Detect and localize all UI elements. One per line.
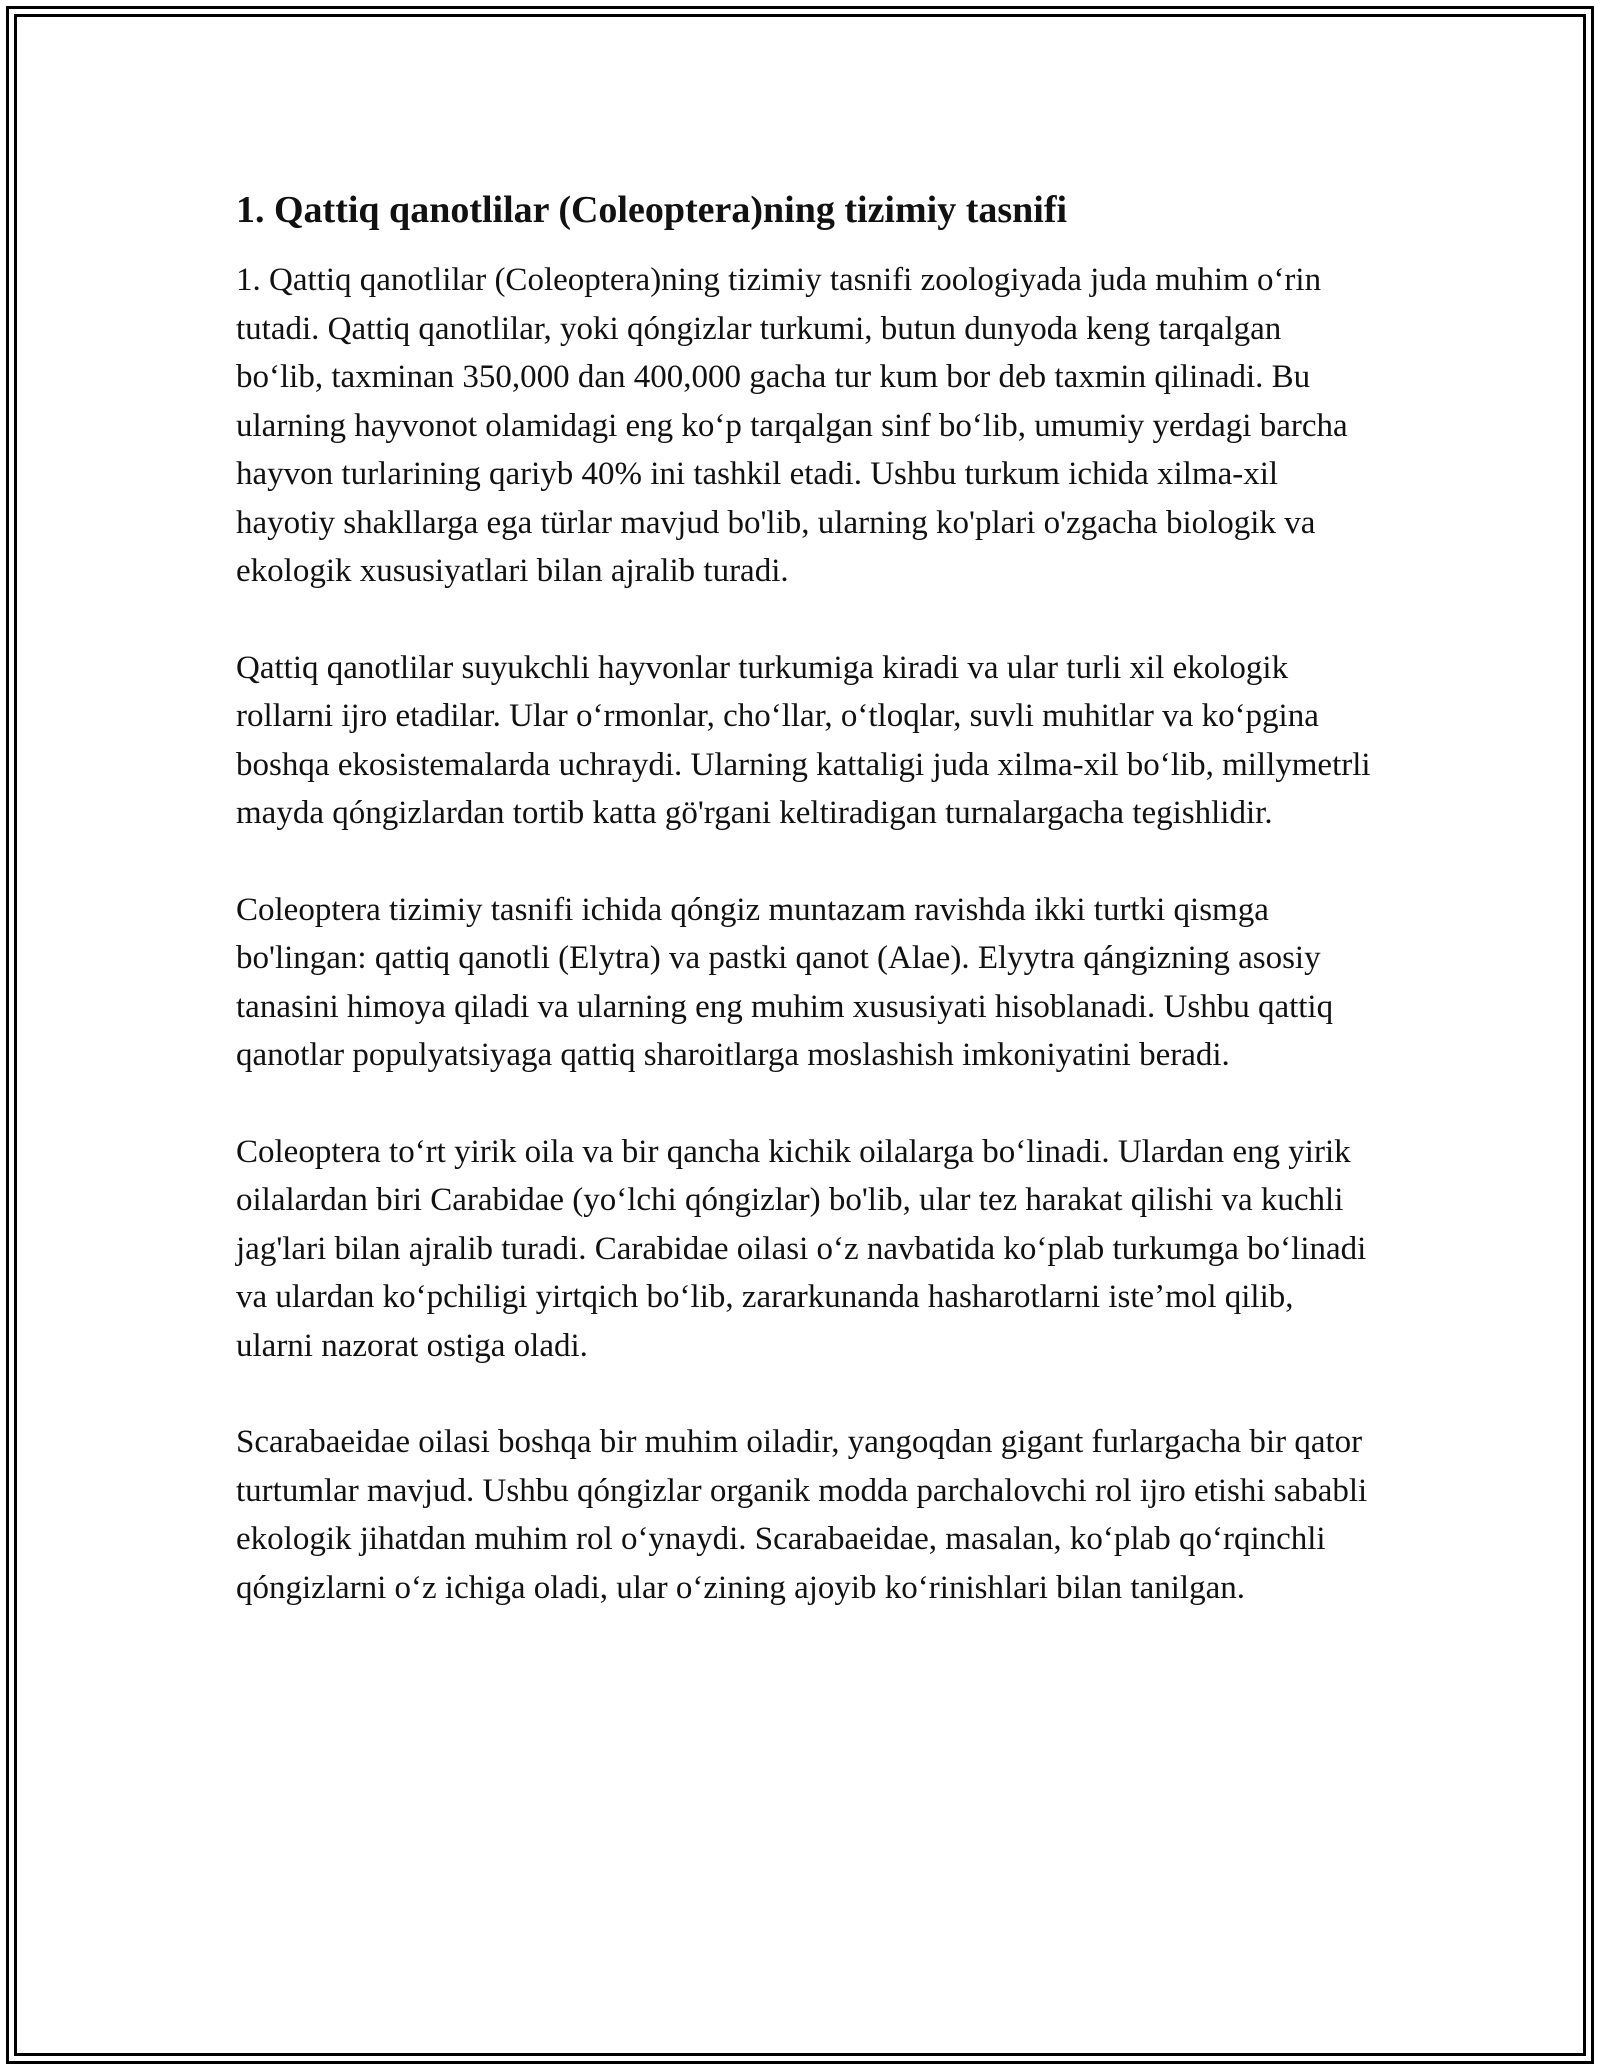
paragraph-3: Coleoptera tizimiy tasnifi ichida qóngiz muntazam ravishda ikki turtki qismga bo'lingan: qattiq qanotli (Elytra) va pastki qanot (Alae). Elyytra qángizning asosiy tanasini himoya qiladi va ularning eng muhim xususiyati hisoblanadi. Ushbu qattiq qanotlar populyatsiyaga qattiq sharoitlarga moslashish imkoniyatini beradi. — [236, 891, 1334, 1073]
paragraph-2: Qattiq qanotlilar suyukchli hayvonlar turkumiga kiradi va ular turli xil ekologik rollarni ijro etadilar. Ular oʻrmonlar, choʻllar, oʻtloqlar, suvli muhitlar va koʻpgina boshqa ekosistemalarda uchraydi. Ularning kattaligi juda xilma-xil boʻlib, millymetrli mayda qóngizlardan tortib katta gö'rgani keltiradigan turnalargacha tegishlidir. — [236, 649, 1371, 831]
paragraph-1: 1. Qattiq qanotlilar (Coleoptera)ning tizimiy tasnifi zoologiyada juda muhim oʻrin tutadi. Qattiq qanotlilar, yoki qóngizlar turkumi, butun dunyoda keng tarqalgan boʻlib, taxminan 350,000 dan 400,000 gacha tur kum bor deb taxmin qilinadi. Bu ularning hayvonot olamidagi eng koʻp tarqalgan sinf boʻlib, umumiy yerdagi barcha hayvon turlarining qariyb 40% ini tashkil etadi. Ushbu turkum ichida xilma-xil hayotiy shakllarga ega türlar mavjud bo'lib, ularning ko'plari o'zgacha biologik va ekologik xususiyatlari bilan ajralib turadi. — [236, 262, 1348, 589]
document-title: 1. Qattiq qanotlilar (Coleoptera)ning tizimiy tasnifi — [236, 189, 1068, 231]
paragraph-4: Coleoptera toʻrt yirik oila va bir qancha kichik oilalarga boʻlinadi. Ulardan eng yirik oilalardan biri Carabidae (yoʻlchi qóngizlar) bo'lib, ular tez harakat qilishi va kuchli jag'lari bilan ajralib turadi. Carabidae oilasi oʻz navbatida koʻplab turkumga boʻlinadi va ulardan koʻpchiligi yirtqich boʻlib, zararkunanda hasharotlarni isteʼmol qilib, ularni nazorat ostiga oladi. — [236, 1133, 1367, 1364]
document-body — [236, 186, 1376, 1660]
paragraph-5: Scarabaeidae oilasi boshqa bir muhim oiladir, yangoqdan gigant furlargacha bir qator turtumlar mavjud. Ushbu qóngizlar organik modda parchalovchi rol ijro etishi sababli ekologik jihatdan muhim rol oʻynaydi. Scarabaeidae, masalan, koʻplab qoʻrqinchli qóngizlarni oʻz ichiga oladi, ular oʻzining ajoyib koʻrinishlari bilan tanilgan. — [236, 1424, 1368, 1606]
